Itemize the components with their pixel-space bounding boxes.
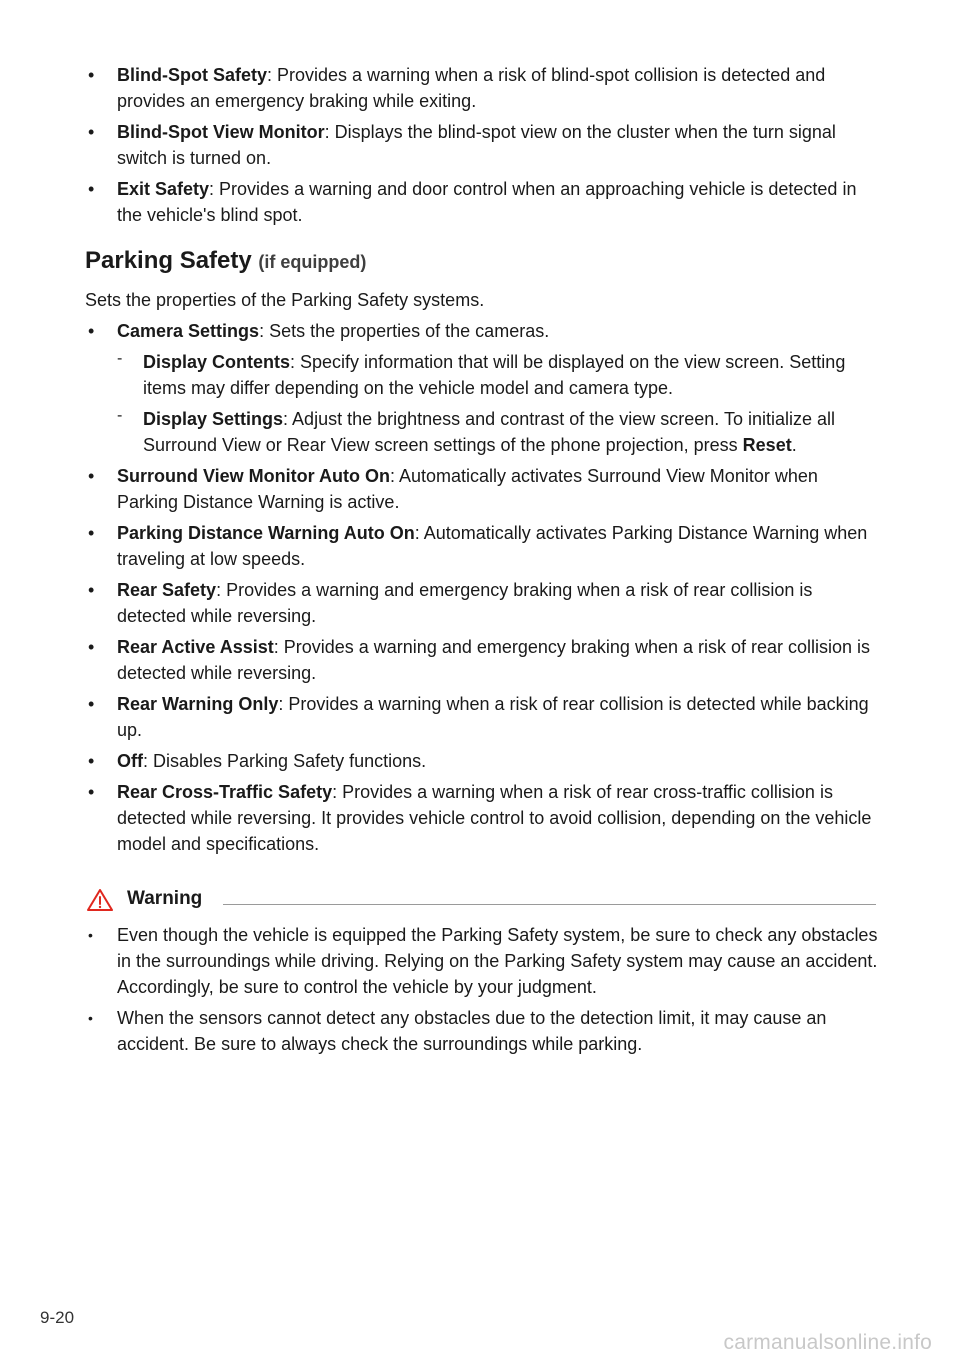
section-title-text: Parking Safety bbox=[85, 247, 252, 274]
bullet-dot: • bbox=[88, 927, 93, 943]
item-text: : Automatically activates Surround View Monitor when Parking Distance Warning is active. bbox=[117, 466, 818, 512]
warning-list bbox=[88, 922, 878, 1062]
item-term: Rear Active Assist bbox=[117, 637, 274, 657]
sub-item-term: Display Settings bbox=[143, 409, 284, 429]
sub-item-text: : Adjust the brightness and contrast of the view screen. To initialize all Surround View or Rear View screen settings of the phone projection, press bbox=[143, 409, 836, 455]
item-text: : Provides a warning and door control when an approaching vehicle is detected in the vehicle's blind spot. bbox=[117, 179, 857, 225]
item-text: : Disables Parking Safety functions. bbox=[143, 751, 427, 771]
bullet-dot: • bbox=[88, 65, 95, 85]
bullet-dot: • bbox=[88, 751, 95, 771]
item-term: Rear Cross-Traffic Safety bbox=[117, 782, 333, 802]
list-item bbox=[88, 779, 878, 857]
sub-item-text: : Specify information that will be displayed on the view screen. Setting items may differ depending on the vehicle model and camera type. bbox=[143, 352, 846, 398]
item-text: : Automatically activates Parking Distance Warning when traveling at low speeds. bbox=[117, 523, 868, 569]
bullet-dot: • bbox=[88, 694, 95, 714]
item-text: : Provides a warning when a risk of blind-spot collision is detected and provides an emergency braking while exiting. bbox=[117, 65, 826, 111]
list-item bbox=[88, 119, 878, 171]
dash-marker: - bbox=[117, 350, 123, 367]
warning-triangle-icon bbox=[86, 888, 114, 912]
item-term: Camera Settings bbox=[117, 321, 260, 341]
sub-list-item bbox=[117, 349, 878, 401]
warning-item bbox=[88, 922, 878, 1000]
list-item-camera-settings bbox=[88, 318, 878, 458]
warning-item bbox=[88, 1005, 878, 1057]
item-term: Rear Safety bbox=[117, 580, 217, 600]
warning-divider bbox=[223, 904, 876, 905]
item-term: Rear Warning Only bbox=[117, 694, 279, 714]
list-item bbox=[88, 577, 878, 629]
list-item bbox=[88, 176, 878, 228]
list-item bbox=[88, 520, 878, 572]
list-item bbox=[88, 62, 878, 114]
warning-label: Warning bbox=[127, 888, 203, 909]
sub-item-end: . bbox=[791, 435, 797, 455]
item-text: : Provides a warning when a risk of rear cross-traffic collision is detected while reversing. It provides vehicle control to avoid collision, depending on the vehicle model and specifications. bbox=[117, 782, 872, 854]
bullet-dot: • bbox=[88, 466, 95, 486]
item-term: Surround View Monitor Auto On bbox=[117, 466, 390, 486]
warning-header bbox=[86, 886, 876, 916]
list-item bbox=[88, 748, 878, 774]
camera-settings-sublist bbox=[117, 349, 878, 458]
sub-list-item bbox=[117, 406, 878, 458]
bullet-dot: • bbox=[88, 580, 95, 600]
item-text: : Provides a warning and emergency braking when a risk of rear collision is detected while reversing. bbox=[117, 637, 871, 683]
list-item bbox=[88, 634, 878, 686]
bullet-dot: • bbox=[88, 122, 95, 142]
item-text: : Displays the blind-spot view on the cluster when the turn signal switch is turned on. bbox=[117, 122, 836, 168]
warning-text: Even though the vehicle is equipped the Parking Safety system, be sure to check any obstacles in the surroundings while driving. Relying on the Parking Safety system may cause an accident. Accordingly, be sure to control the vehicle by your judgment. bbox=[117, 925, 878, 997]
section-title-suffix: (if equipped) bbox=[258, 252, 367, 272]
bullet-dot: • bbox=[88, 321, 95, 341]
reset-keyword: Reset bbox=[742, 435, 792, 455]
item-term: Off bbox=[117, 751, 143, 771]
list-item bbox=[88, 463, 878, 515]
section-intro: Sets the properties of the Parking Safety systems. bbox=[85, 290, 485, 310]
blind-spot-list bbox=[88, 62, 878, 233]
watermark: carmanualsonline.info bbox=[723, 1331, 932, 1354]
page-number: 9-20 bbox=[40, 1308, 75, 1327]
item-term: Parking Distance Warning Auto On bbox=[117, 523, 415, 543]
section-title bbox=[85, 246, 366, 277]
bullet-dot: • bbox=[88, 523, 95, 543]
item-term: Exit Safety bbox=[117, 179, 210, 199]
item-text: : Provides a warning and emergency braking when a risk of rear collision is detected while reversing. bbox=[117, 580, 813, 626]
sub-item-term: Display Contents bbox=[143, 352, 291, 372]
warning-text: When the sensors cannot detect any obstacles due to the detection limit, it may cause an accident. Be sure to always check the surroundings while parking. bbox=[117, 1008, 827, 1054]
list-item bbox=[88, 691, 878, 743]
bullet-dot: • bbox=[88, 179, 95, 199]
item-term: Blind-Spot Safety bbox=[117, 65, 268, 85]
item-text: : Sets the properties of the cameras. bbox=[259, 321, 550, 341]
dash-marker: - bbox=[117, 407, 123, 424]
item-text: : Provides a warning when a risk of rear collision is detected while backing up. bbox=[117, 694, 869, 740]
item-term: Blind-Spot View Monitor bbox=[117, 122, 325, 142]
bullet-dot: • bbox=[88, 637, 95, 657]
bullet-dot: • bbox=[88, 1010, 93, 1026]
bullet-dot: • bbox=[88, 782, 95, 802]
parking-safety-list bbox=[88, 318, 878, 862]
